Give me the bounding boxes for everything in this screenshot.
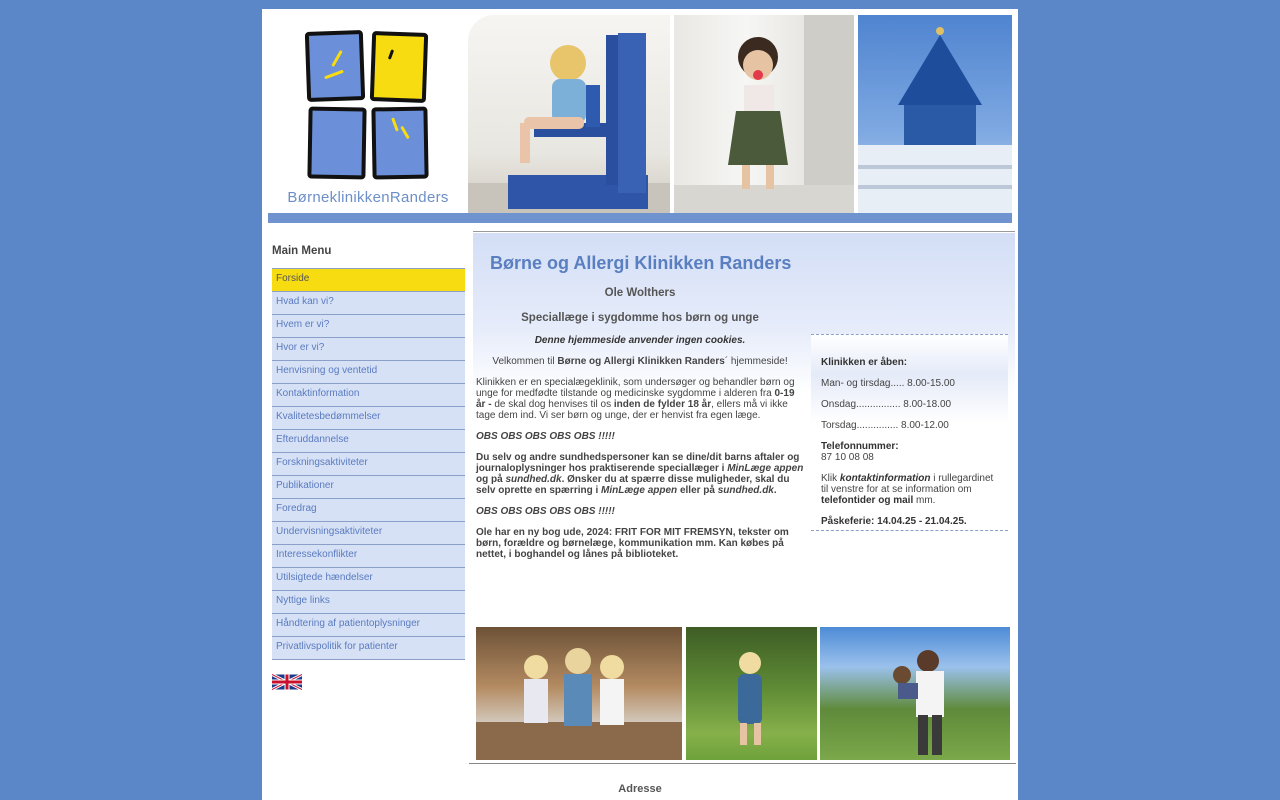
holiday-notice-text: Påskeferie: 14.04.25 - 21.04.25. — [821, 516, 967, 527]
minlaege-text: Du selv og andre sundhedspersoner kan se dine/dit barns aftaler og journaloplysninger hos praktiserende speciallæger i — [476, 452, 800, 474]
menu-item-efteruddannelse[interactable]: Efteruddannelse — [272, 430, 465, 453]
header-photo-hospital-tower — [858, 15, 1012, 213]
welcome-text — [476, 356, 804, 367]
minlaege-text: eller på — [677, 485, 718, 496]
open-label — [821, 357, 1001, 368]
menu-item-utilsigtede-haendelser[interactable]: Utilsigtede hændelser — [272, 568, 465, 591]
holiday-notice — [821, 516, 1001, 527]
hours-thu: Torsdag............... 8.00-12.00 — [821, 420, 949, 431]
menu-item-interessekonflikter[interactable]: Interessekonflikter — [272, 545, 465, 568]
minlaege-text: . — [773, 485, 777, 496]
address-heading: Adresse — [618, 783, 662, 795]
photo-illustration — [476, 627, 682, 760]
content-top-rule — [473, 231, 1015, 232]
uk-flag-icon[interactable] — [272, 674, 302, 690]
intro-text: Klinikken er en specialægeklinik, som undersøger og behandler børn og unge for medfødte tilstande og medicinske sygdomme i alderen fra — [476, 377, 795, 399]
welcome-pre: Velkommen til — [492, 356, 558, 367]
header-divider-bar — [268, 213, 1012, 223]
menu-item-privatlivspolitik[interactable]: Privatlivspolitik for patienter — [272, 637, 465, 660]
logo-tile-blue-2 — [307, 106, 366, 179]
minlaege-app: MinLæge appen — [601, 485, 678, 496]
page-title: Børne og Allergi Klinikken Randers — [490, 253, 792, 273]
footer-rule — [469, 763, 1016, 764]
menu-item-kontaktinformation[interactable]: Kontaktinformation — [272, 384, 465, 407]
menu-item-foredrag[interactable]: Foredrag — [272, 499, 465, 522]
menu-item-hvor-er-vi[interactable]: Hvor er vi? — [272, 338, 465, 361]
menu-item-patientoplysninger[interactable]: Håndtering af patientoplysninger — [272, 614, 465, 637]
minlaege-text: og på — [476, 474, 506, 485]
cookies-note: Denne hjemmeside anvender ingen cookies. — [534, 335, 746, 346]
photo-illustration — [820, 627, 1010, 760]
doctor-specialty: Speciallæge i sygdomme hos børn og unge — [521, 312, 759, 324]
welcome-clinic-name: Børne og Allergi Klinikken Randers — [557, 356, 725, 367]
opening-hours-box — [811, 334, 1008, 531]
welcome-post: ´ hjemmeside! — [724, 356, 788, 367]
contact-hint-text: Klik — [821, 473, 840, 484]
logo-tile-blue-3 — [371, 107, 428, 180]
intro-text: , ellers må vi ikke tage dem ind. Vi ser børn og unge, der er henvist fra egen læge. — [476, 399, 788, 421]
main-menu — [272, 268, 465, 660]
phone-mail-times: telefontider og mail — [821, 495, 914, 506]
menu-item-kvalitetesbedommelser[interactable]: Kvalitetesbedømmelser — [272, 407, 465, 430]
menu-item-undervisningsaktiviteter[interactable]: Undervisningsaktiviteter — [272, 522, 465, 545]
header-photo-toddler — [674, 15, 854, 213]
logo-text: BørneklinikkenRanders — [287, 189, 449, 206]
contact-hint — [821, 473, 1001, 506]
header-photo-child-on-scale — [468, 15, 670, 213]
sundhed-dk: sundhed.dk — [717, 485, 774, 496]
intro-paragraph — [476, 377, 806, 421]
menu-item-forside[interactable]: Forside — [272, 269, 465, 292]
book-paragraph: Ole har en ny bog ude, 2024: FRIT FOR MIT FREMSYN, tekster om børn, forældre og børnelæge, kommunikation mm. Kan købes på nettet, i boghandel og lånes på biblioteket. — [476, 527, 789, 560]
menu-item-hvem-er-vi[interactable]: Hvem er vi? — [272, 315, 465, 338]
logo-tile-blue-1 — [305, 30, 365, 102]
minlaege-paragraph — [476, 452, 806, 496]
photo-illustration — [468, 15, 670, 213]
doctor-name: Ole Wolthers — [604, 287, 676, 299]
minlaege-app: MinLæge appen — [727, 463, 804, 474]
hours-mon-tue: Man- og tirsdag..... 8.00-15.00 — [821, 378, 955, 389]
clinic-logo[interactable] — [268, 15, 468, 215]
hours-wed: Onsdag................ 8.00-18.00 — [821, 399, 952, 410]
minlaege-text: . Ønsker du at spærre disse muligheder, skal du selv oprette en spærring i — [476, 474, 790, 496]
logo-tile-yellow — [370, 31, 428, 103]
obs-notice: OBS OBS OBS OBS OBS !!!!! — [476, 431, 615, 442]
contact-info-link[interactable]: kontaktinformation — [839, 473, 931, 484]
open-label-text: Klinikken er åben: — [821, 357, 908, 368]
menu-item-henvisning[interactable]: Henvisning og ventetid — [272, 361, 465, 384]
age-range: 0-19 år - — [476, 388, 795, 410]
photo-illustration — [858, 15, 1012, 213]
phone-label — [821, 441, 1001, 452]
obs-notice-2: OBS OBS OBS OBS OBS !!!!! — [476, 506, 615, 517]
photo-illustration — [674, 15, 854, 213]
photo-three-children — [476, 627, 682, 760]
sundhed-dk: sundhed.dk — [505, 474, 562, 485]
photo-father-and-child — [820, 627, 1010, 760]
contact-hint-text: mm. — [913, 495, 936, 506]
main-menu-title: Main Menu — [272, 245, 332, 257]
photo-illustration — [686, 627, 817, 760]
photo-child-on-lawn — [686, 627, 817, 760]
menu-item-hvad-kan-vi[interactable]: Hvad kan vi? — [272, 292, 465, 315]
phone-label-text: Telefonnummer: — [821, 441, 899, 452]
intro-text: de skal dog henvises til os — [491, 399, 614, 410]
contact-hint-text: i rullegardinet til venstre for at se information om — [821, 473, 994, 495]
menu-item-publikationer[interactable]: Publikationer — [272, 476, 465, 499]
menu-item-forskningsaktiviteter[interactable]: Forskningsaktiviteter — [272, 453, 465, 476]
phone-number: 87 10 08 08 — [821, 452, 874, 463]
menu-item-nyttige-links[interactable]: Nyttige links — [272, 591, 465, 614]
age-limit: inden de fylder 18 år — [613, 399, 712, 410]
page-container — [262, 9, 1018, 800]
